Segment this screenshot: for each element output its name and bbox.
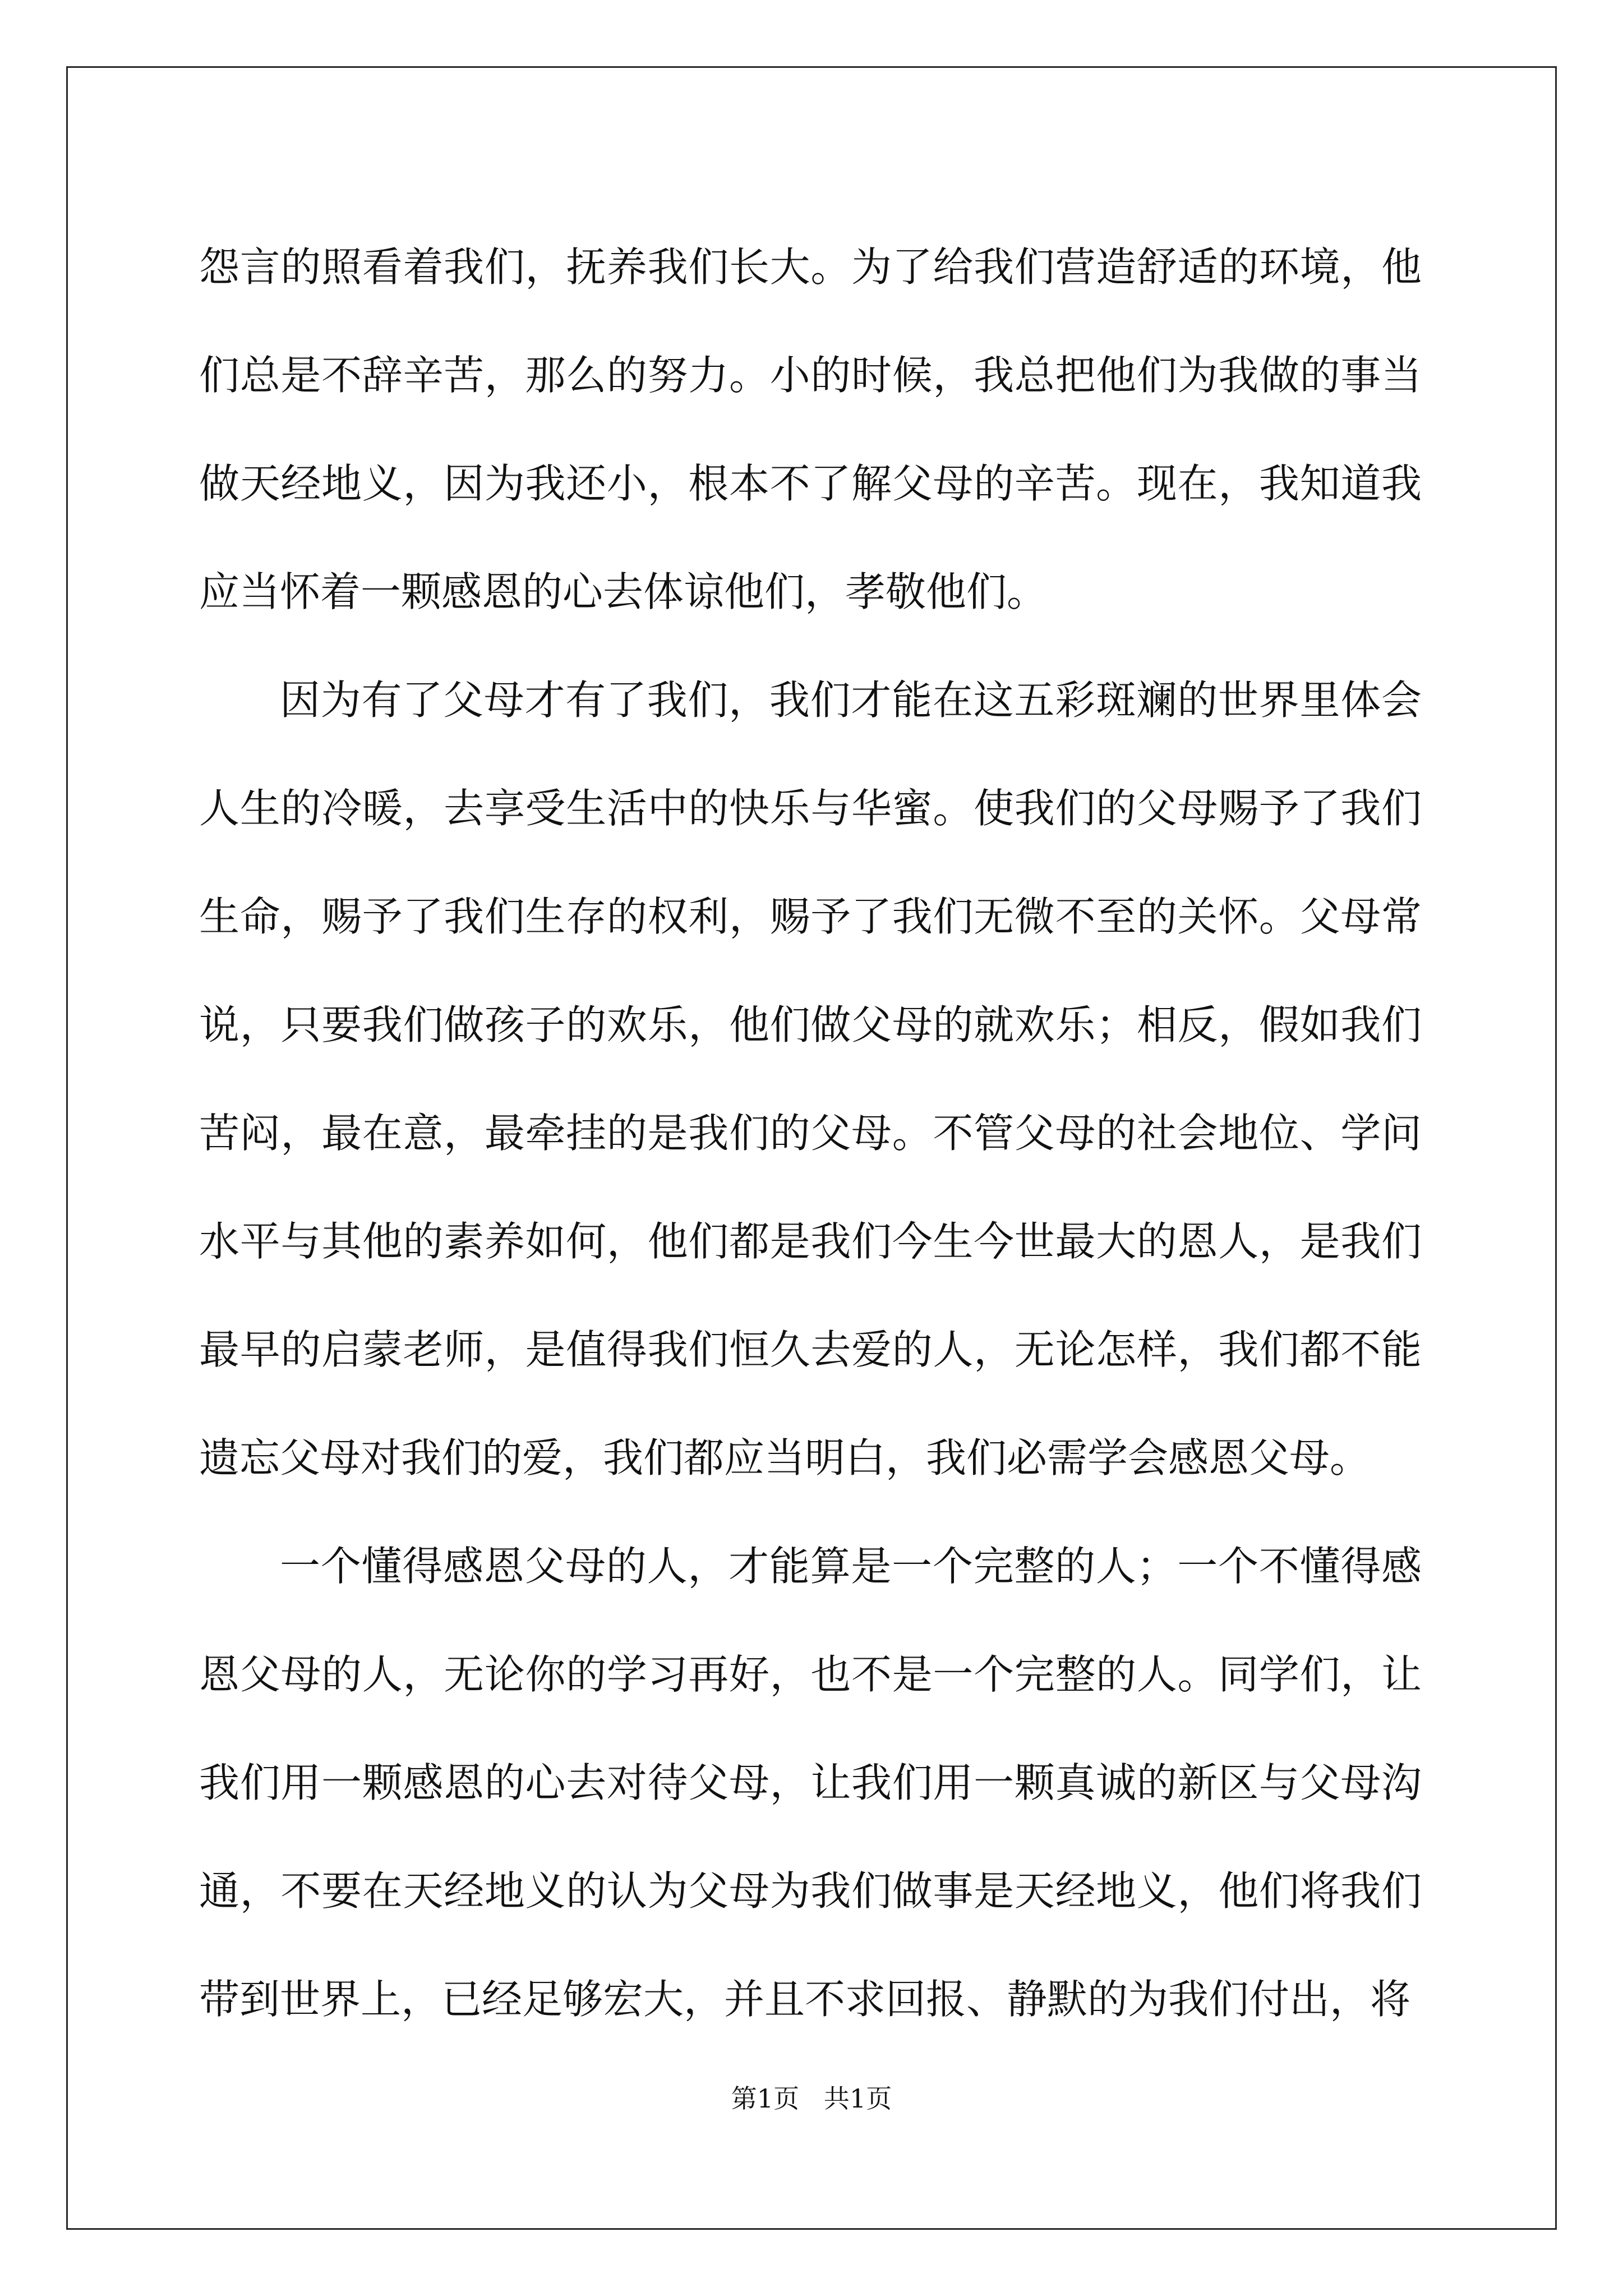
paragraph-3: 一个懂得感恩父母的人，才能算是一个完整的人；一个不懂得感恩父母的人，无论你的学习再好，也不是一个完整的人。同学们，让我们用一颗感恩的心去对待父母，让我们用一颗真诚的新区与父母沟通，不要在天经地义的认为父母为我们做事是天经地义，他们将我们带到世界上，已经足够宏大，并且不求回报、静默的为我们付出，将 xyxy=(199,1543,1422,2023)
paragraph-1: 怨言的照看着我们，抚养我们长大。为了给我们营造舒适的环境，他们总是不辞辛苦，那么的努力。小的时候，我总把他们为我做的事当做天经地义，因为我还小，根本不了解父母的辛苦。现在，我知道我应当怀着一颗感恩的心去体谅他们，孝敬他们。 xyxy=(199,243,1422,615)
document-body xyxy=(199,213,1422,2054)
paragraph-2: 因为有了父母才有了我们，我们才能在这五彩斑斓的世界里体会人生的冷暖，去享受生活中的快乐与华蜜。使我们的父母赐予了我们生命，赐予了我们生存的权利，赐予了我们无微不至的关怀。父母常说，只要我们做孩子的欢乐，他们做父母的就欢乐；相反，假如我们苦闷，最在意，最牵挂的是我们的父母。不管父母的社会地位、学问水平与其他的素养如何，他们都是我们今生今世最大的恩人，是我们最早的启蒙老师，是值得我们恒久去爱的人，无论怎样，我们都不能遗忘父母对我们的爱，我们都应当明白，我们必需学会感恩父母。 xyxy=(199,677,1422,1481)
page-footer: 第1页 共1页 xyxy=(731,2083,892,2114)
